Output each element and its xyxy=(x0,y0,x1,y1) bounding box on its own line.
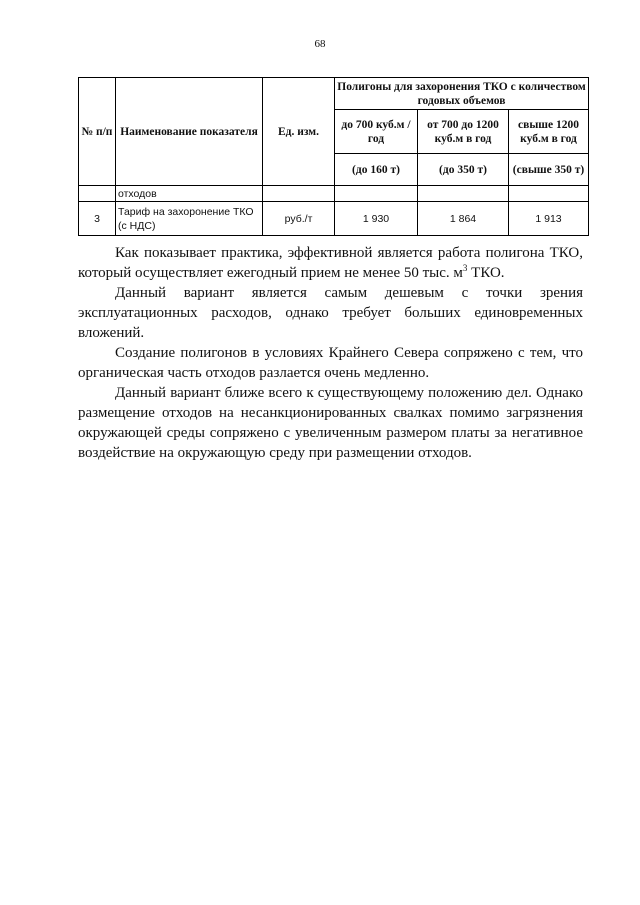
row-num: 3 xyxy=(79,202,116,236)
paragraph-1 xyxy=(78,243,583,283)
row-value-3: 1 913 xyxy=(509,202,589,236)
paragraph-3: Создание полигонов в условиях Крайнего Севера сопряжено с тем, что органическая часть отходов разлается очень медленно. xyxy=(78,345,583,381)
header-group: Полигоны для захоронения ТКО с количеством годовых объемов xyxy=(335,78,589,110)
header-col-2-mass: (до 350 т) xyxy=(418,154,509,186)
row-name: отходов xyxy=(116,186,263,202)
header-num: № п/п xyxy=(79,78,116,186)
page-number: 68 xyxy=(314,38,326,50)
header-col-1-volume: до 700 куб.м /год xyxy=(335,110,418,154)
row-value-3 xyxy=(509,186,589,202)
paragraph-1-text: Как показывает практика, эффективной является работа полигона ТКО, который осуществляет ежегодный прием не менее 50 тыс. м xyxy=(78,245,583,281)
row-value-1: 1 930 xyxy=(335,202,418,236)
header-col-2-volume: от 700 до 1200 куб.м в год xyxy=(418,110,509,154)
row-value-2 xyxy=(418,186,509,202)
row-unit: руб./т xyxy=(263,202,335,236)
header-col-3-volume: свыше 1200 куб.м в год xyxy=(509,110,589,154)
header-col-1-mass: (до 160 т) xyxy=(335,154,418,186)
body-text xyxy=(78,243,583,463)
paragraph-1-end: ТКО. xyxy=(467,265,505,281)
header-col-3-mass: (свыше 350 т) xyxy=(509,154,589,186)
paragraph-2: Данный вариант является самым дешевым с точки зрения эксплуатационных расходов, однако требует больших единовременных вложений. xyxy=(78,285,583,341)
table-row xyxy=(79,186,589,202)
superscript: 3 xyxy=(462,263,468,273)
row-name: Тариф на захоронение ТКО (с НДС) xyxy=(116,202,263,236)
row-num xyxy=(79,186,116,202)
tariff-table xyxy=(78,77,589,236)
row-value-1 xyxy=(335,186,418,202)
paragraph-4: Данный вариант ближе всего к существующему положению дел. Однако размещение отходов на несанкционированных свалках помимо загрязнения окружающей среды сопряжено с увеличенным размером платы за негативное воздействие на окружающую среду при размещении отходов. xyxy=(78,385,583,461)
row-value-2: 1 864 xyxy=(418,202,509,236)
row-unit xyxy=(263,186,335,202)
header-name: Наименование показателя xyxy=(116,78,263,186)
table-row xyxy=(79,202,589,236)
header-unit: Ед. изм. xyxy=(263,78,335,186)
